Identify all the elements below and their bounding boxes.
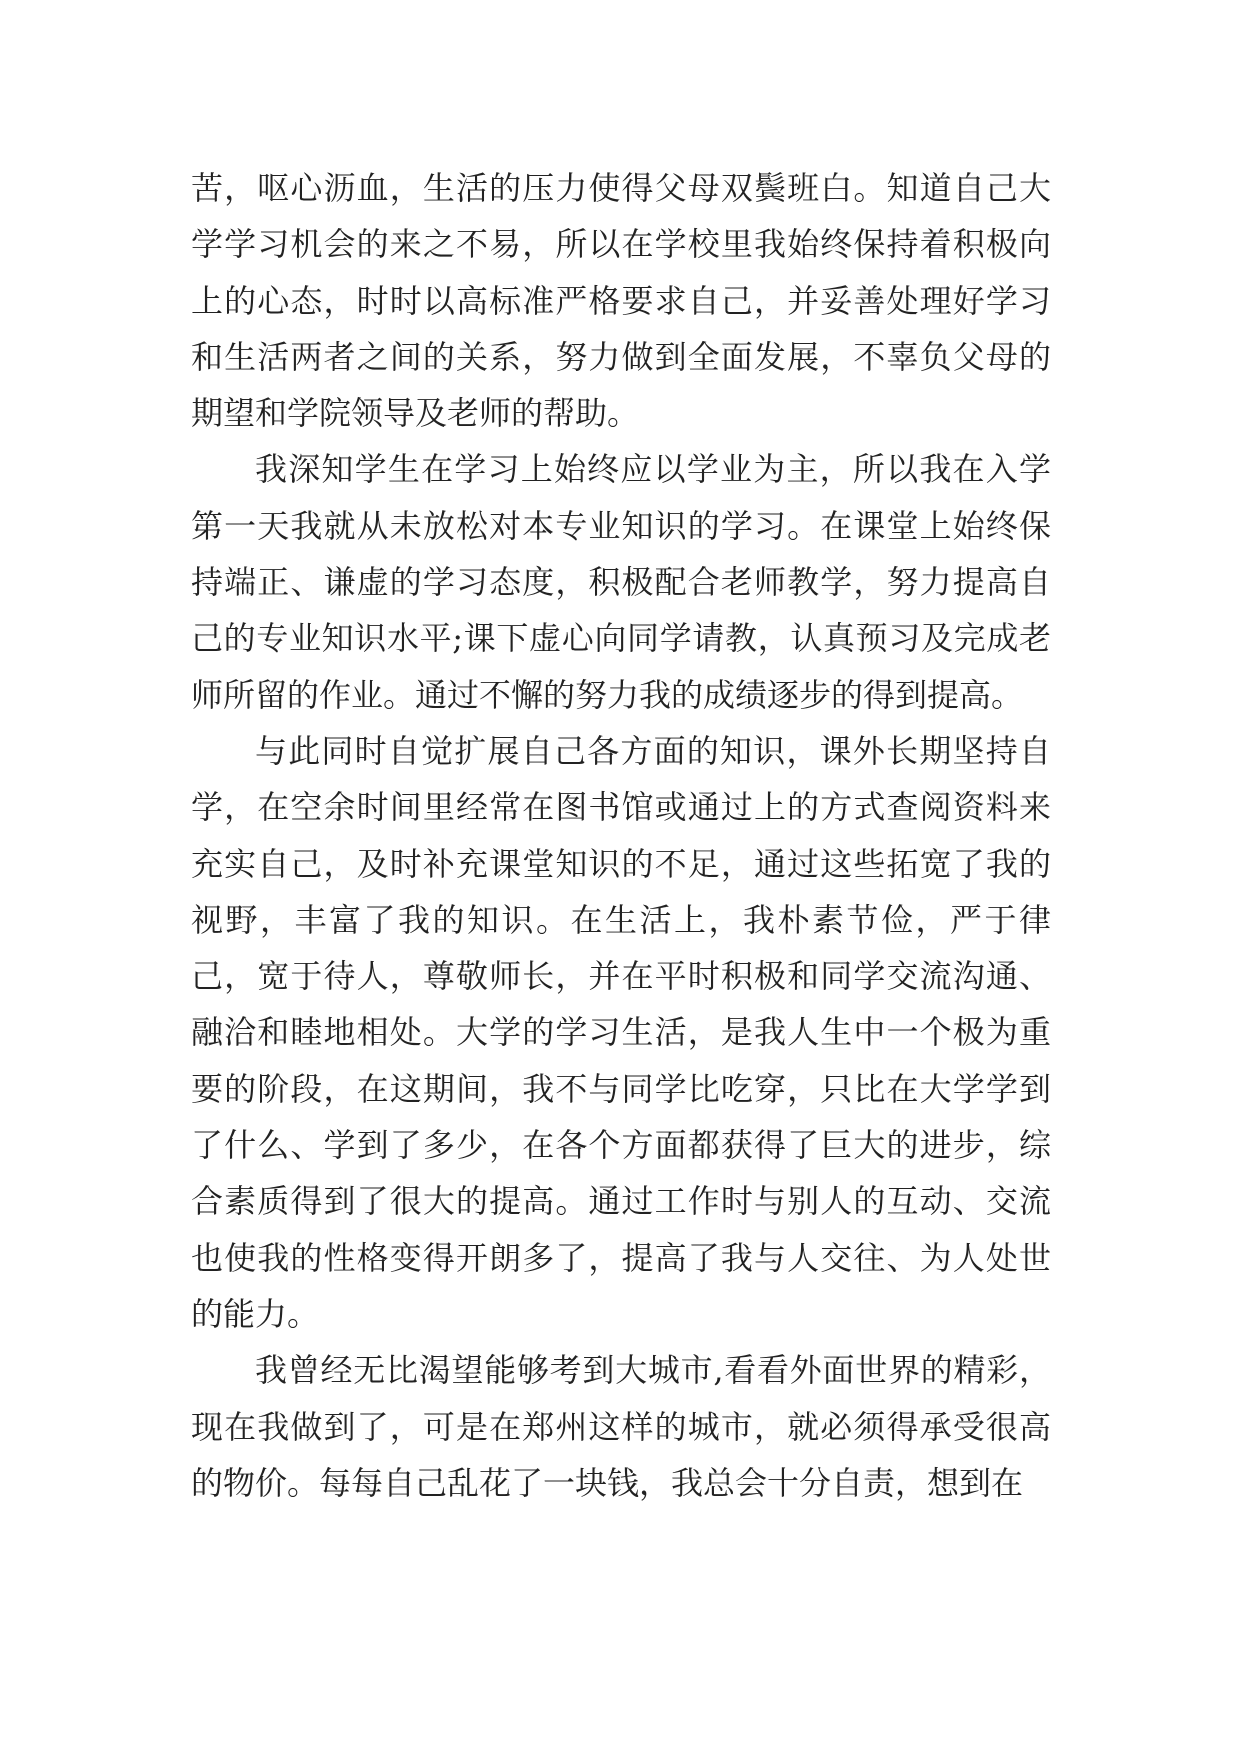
paragraph-study: 我深知学生在学习上始终应以学业为主，所以我在入学第一天我就从未放松对本专业知识的学习。在课堂上始终保持端正、谦虚的学习态度，积极配合老师教学，努力提高自己的专业知识水平;课下虚心向同学请教，认真预习及完成老师所留的作业。通过不懈的努力我的成绩逐步的得到提高。 xyxy=(191,450,1051,714)
paragraph-continued: 苦，呕心沥血，生活的压力使得父母双鬓班白。知道自己大学学习机会的来之不易，所以在学校里我始终保持着积极向上的心态，时时以高标准严格要求自己，并妥善处理好学习和生活两者之间的关系，努力做到全面发展，不辜负父母的期望和学院领导及老师的帮助。 xyxy=(191,169,1051,433)
paragraph-self-improvement: 与此同时自觉扩展自己各方面的知识，课外长期坚持自学，在空余时间里经常在图书馆或通过上的方式查阅资料来充实自己，及时补充课堂知识的不足，通过这些拓宽了我的视野，丰富了我的知识。在生活上，我朴素节俭，严于律己，宽于待人，尊敬师长，并在平时积极和同学交流沟通、融洽和睦地相处。大学的学习生活，是我人生中一个极为重要的阶段，在这期间，我不与同学比吃穿，只比在大学学到了什么、学到了多少，在各个方面都获得了巨大的进步，综合素质得到了很大的提高。通过工作时与别人的互动、交流也使我的性格变得开朗多了，提高了我与人交往、为人处世的能力。 xyxy=(191,731,1051,1333)
document-body xyxy=(191,160,1051,1511)
paragraph-city-life: 我曾经无比渴望能够考到大城市,看看外面世界的精彩，现在我做到了，可是在郑州这样的城市，就必须得承受很高的物价。每每自己乱花了一块钱，我总会十分自责，想到在 xyxy=(191,1351,1051,1502)
